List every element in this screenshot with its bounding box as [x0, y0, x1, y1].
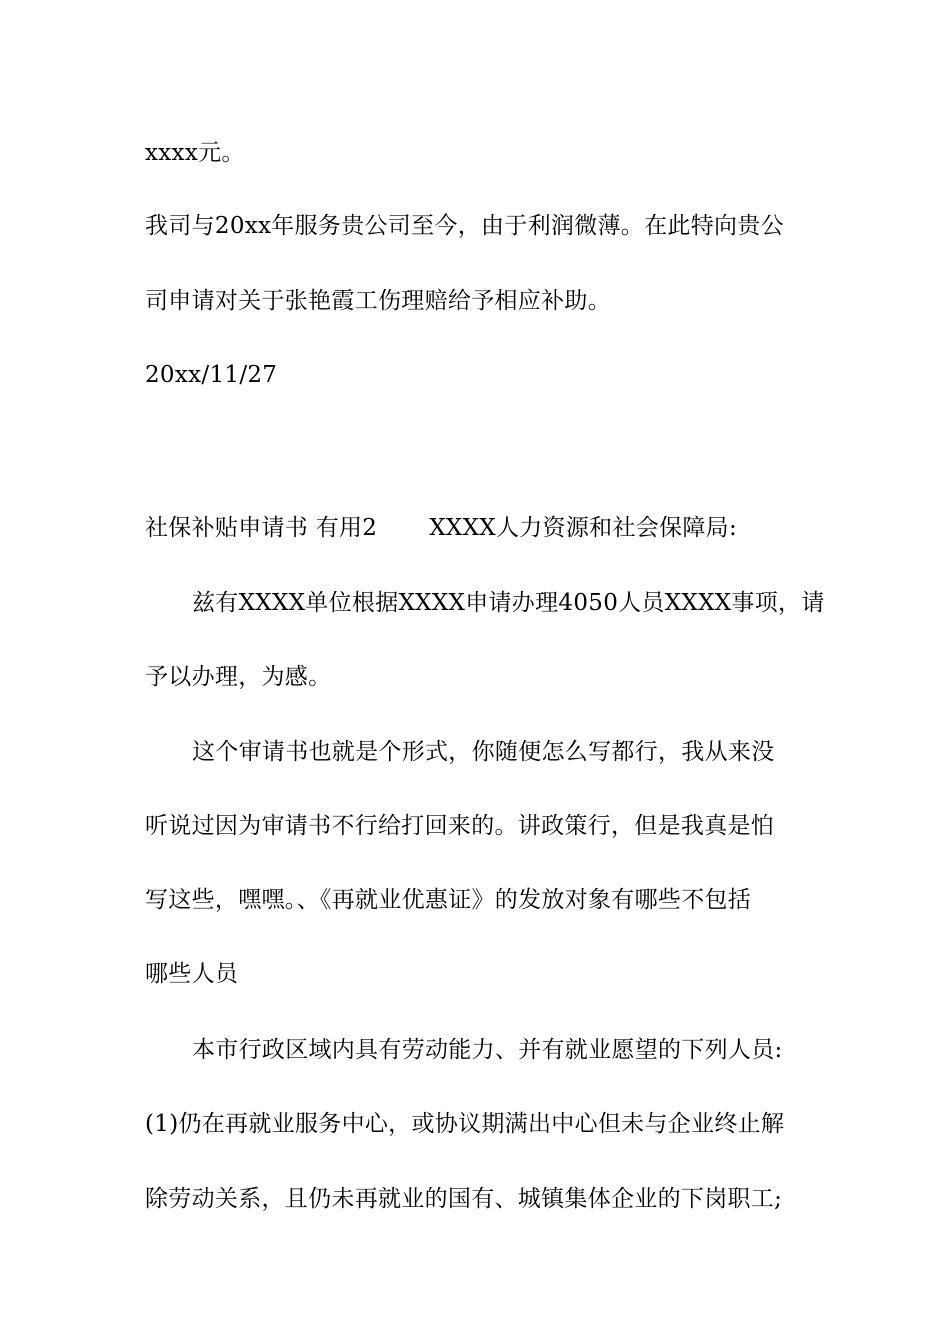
section-title: 社保补贴申请书 有用2: [145, 515, 378, 541]
paragraph-line: 这个审请书也就是个形式，你随便怎么写都行，我从来没: [192, 739, 775, 765]
paragraph-line: (1)仍在再就业服务中心，或协议期满出中心但未与企业终止解: [145, 1111, 785, 1137]
paragraph-line: 予以办理，为感。: [145, 664, 332, 690]
paragraph-line: 听说过因为审请书不行给打回来的。讲政策行，但是我真是怕: [145, 813, 775, 839]
addressee: XXXX人力资源和社会保障局:: [429, 515, 737, 541]
paragraph-line: 兹有XXXX单位根据XXXX申请办理4050人员XXXX事项，请: [192, 590, 825, 616]
section-heading: [145, 512, 810, 544]
text-line: 20xx/11/27: [145, 362, 278, 388]
paragraph-line: 写这些，嘿嘿。、《再就业优惠证》的发放对象有哪些不包括: [145, 887, 752, 913]
paragraph-line: 除劳动关系，且仍未再就业的国有、城镇集体企业的下岗职工;: [145, 1186, 783, 1212]
text-line: xxxx元。: [145, 140, 245, 166]
paragraph-line: 哪些人员: [145, 961, 239, 987]
text-line: 我司与20xx年服务贵公司至今，由于利润微薄。在此特向贵公: [145, 213, 784, 239]
paragraph-line: 本市行政区域内具有劳动能力、并有就业愿望的下列人员:: [192, 1037, 783, 1063]
text-line: 司申请对关于张艳霞工伤理赔给予相应补助。: [145, 288, 611, 314]
